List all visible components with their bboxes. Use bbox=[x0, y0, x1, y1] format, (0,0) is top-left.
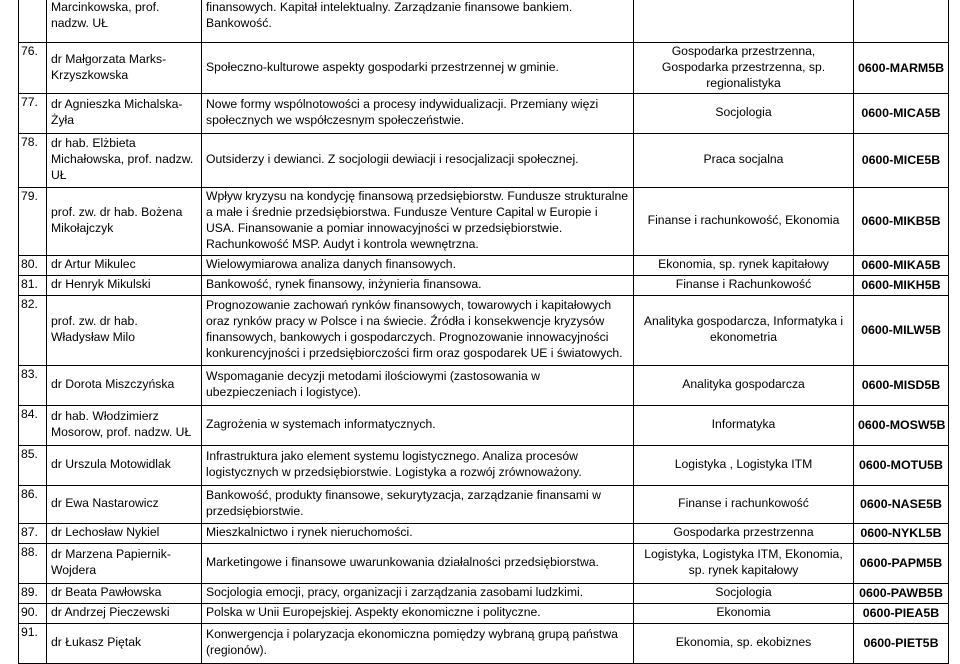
table-row bbox=[19, 93, 949, 133]
table-row bbox=[19, 523, 949, 543]
course-code: 0600-PIEA5B bbox=[854, 603, 949, 623]
thesis-topic: Bankowość, produkty finansowe, sekurytyzacja, zarządzanie finansami w przedsiębiorstwie. bbox=[202, 485, 634, 523]
study-field: Analityka gospodarcza bbox=[634, 365, 854, 405]
table-row bbox=[19, 295, 949, 365]
study-field: Informatyka bbox=[634, 405, 854, 445]
supervisor-name: dr Małgorzata Marks-Krzyszkowska bbox=[47, 43, 202, 94]
study-field: Gospodarka przestrzenna, Gospodarka przestrzenna, sp. regionalistyka bbox=[634, 43, 854, 94]
row-number: 85. bbox=[19, 445, 47, 485]
table-row bbox=[19, 43, 949, 94]
study-field: Logistyka , Logistyka ITM bbox=[634, 445, 854, 485]
supervisor-name: prof. zw. dr hab. Bożena Mikołajczyk bbox=[47, 187, 202, 255]
table-row bbox=[19, 583, 949, 603]
row-number: 81. bbox=[19, 275, 47, 295]
thesis-topic: finansowych. Kapitał intelektualny. Zarządzanie finansowe bankiem. Bankowość. bbox=[202, 0, 634, 43]
thesis-topic: Prognozowanie zachowań rynków finansowych, towarowych i kapitałowych oraz rynków pracy w Polsce i na świecie. Źródła i konsekwencje kryzysów finansowych, bankowych i gospodarczych. Prognozowanie innowacyjności konkurencyjności i przedsiębiorczości firm oraz gospodarek UE i światowych. bbox=[202, 295, 634, 365]
course-code: 0600-MICE5B bbox=[854, 133, 949, 187]
row-number: 88. bbox=[19, 543, 47, 583]
thesis-topic: Socjologia emocji, pracy, organizacji i zarządzania zasobami ludzkimi. bbox=[202, 583, 634, 603]
table-row bbox=[19, 0, 949, 43]
row-number: 76. bbox=[19, 43, 47, 94]
study-field: Socjologia bbox=[634, 93, 854, 133]
row-number: 82. bbox=[19, 295, 47, 365]
course-code: 0600-MARM5B bbox=[854, 43, 949, 94]
supervisor-name: Marcinkowska, prof. nadzw. UŁ bbox=[47, 0, 202, 43]
thesis-topic: Wielowymiarowa analiza danych finansowych. bbox=[202, 255, 634, 275]
thesis-topic: Społeczno-kulturowe aspekty gospodarki przestrzennej w gminie. bbox=[202, 43, 634, 94]
row-number: 87. bbox=[19, 523, 47, 543]
supervisor-name: dr Agnieszka Michalska-Żyła bbox=[47, 93, 202, 133]
course-code: 0600-MOSW5B bbox=[854, 405, 949, 445]
course-code: 0600-MICA5B bbox=[854, 93, 949, 133]
course-code: 0600-NASE5B bbox=[854, 485, 949, 523]
supervisor-name: dr Łukasz Piętak bbox=[47, 623, 202, 663]
study-field: Ekonomia bbox=[634, 603, 854, 623]
supervisor-name: prof. zw. dr hab. Władysław Milo bbox=[47, 295, 202, 365]
row-number: 83. bbox=[19, 365, 47, 405]
thesis-topic: Marketingowe i finansowe uwarunkowania działalności przedsiębiorstwa. bbox=[202, 543, 634, 583]
thesis-topic: Wspomaganie decyzji metodami ilościowymi (zastosowania w ubezpieczeniach i logistyce). bbox=[202, 365, 634, 405]
row-number: 86. bbox=[19, 485, 47, 523]
course-code: 0600-PAWB5B bbox=[854, 583, 949, 603]
row-number: 78. bbox=[19, 133, 47, 187]
row-number: 89. bbox=[19, 583, 47, 603]
table-row bbox=[19, 485, 949, 523]
study-field: Praca socjalna bbox=[634, 133, 854, 187]
table-row bbox=[19, 133, 949, 187]
thesis-topic: Outsiderzy i dewianci. Z socjologii dewiacji i resocjalizacji społecznej. bbox=[202, 133, 634, 187]
course-code: 0600-NYKL5B bbox=[854, 523, 949, 543]
table-row bbox=[19, 603, 949, 623]
course-code: 0600-MOTU5B bbox=[854, 445, 949, 485]
row-number: 90. bbox=[19, 603, 47, 623]
supervisor-name: dr Marzena Papiernik-Wojdera bbox=[47, 543, 202, 583]
table-row bbox=[19, 187, 949, 255]
thesis-topic: Zagrożenia w systemach informatycznych. bbox=[202, 405, 634, 445]
study-field: Finanse i rachunkowość bbox=[634, 485, 854, 523]
course-code: 0600-MIKB5B bbox=[854, 187, 949, 255]
course-code: 0600-MISD5B bbox=[854, 365, 949, 405]
table-row bbox=[19, 275, 949, 295]
course-code bbox=[854, 0, 949, 43]
supervisor-name: dr Lechosław Nykiel bbox=[47, 523, 202, 543]
supervisor-name: dr Beata Pawłowska bbox=[47, 583, 202, 603]
supervisor-name: dr hab. Elżbieta Michałowska, prof. nadzw. UŁ bbox=[47, 133, 202, 187]
course-code: 0600-MIKA5B bbox=[854, 255, 949, 275]
study-field: Analityka gospodarcza, Informatyka i ekonometria bbox=[634, 295, 854, 365]
study-field: Socjologia bbox=[634, 583, 854, 603]
study-field: Logistyka, Logistyka ITM, Ekonomia, sp. rynek kapitałowy bbox=[634, 543, 854, 583]
supervisor-table bbox=[18, 0, 949, 664]
course-code: 0600-MIKH5B bbox=[854, 275, 949, 295]
row-number: 84. bbox=[19, 405, 47, 445]
table-row bbox=[19, 365, 949, 405]
table-row bbox=[19, 255, 949, 275]
row-number: 79. bbox=[19, 187, 47, 255]
thesis-topic: Konwergencja i polaryzacja ekonomiczna pomiędzy wybraną grupą państwa (regionów). bbox=[202, 623, 634, 663]
thesis-topic: Polska w Unii Europejskiej. Aspekty ekonomiczne i polityczne. bbox=[202, 603, 634, 623]
row-number: 77. bbox=[19, 93, 47, 133]
supervisor-name: dr Artur Mikulec bbox=[47, 255, 202, 275]
row-number: 91. bbox=[19, 623, 47, 663]
thesis-topic: Wpływ kryzysu na kondycję finansową przedsiębiorstw. Fundusze strukturalne a małe i średnie przedsiębiorstwa. Fundusze Venture Capital w Europie i USA. Finansowanie a pomiar innowacyjności w przedsiębiorstwie. Rachunkowość MSP. Audyt i kontrola wewnętrzna. bbox=[202, 187, 634, 255]
table-row bbox=[19, 623, 949, 663]
thesis-topic: Nowe formy wspólnotowości a procesy indywidualizacji. Przemiany więzi społecznych we współczesnym społeczeństwie. bbox=[202, 93, 634, 133]
study-field bbox=[634, 0, 854, 43]
supervisor-name: dr Urszula Motowidlak bbox=[47, 445, 202, 485]
course-code: 0600-PAPM5B bbox=[854, 543, 949, 583]
study-field: Gospodarka przestrzenna bbox=[634, 523, 854, 543]
supervisor-name: dr Ewa Nastarowicz bbox=[47, 485, 202, 523]
study-field: Finanse i Rachunkowość bbox=[634, 275, 854, 295]
study-field: Ekonomia, sp. ekobiznes bbox=[634, 623, 854, 663]
course-code: 0600-MILW5B bbox=[854, 295, 949, 365]
supervisor-name: dr Andrzej Pieczewski bbox=[47, 603, 202, 623]
thesis-topic: Mieszkalnictwo i rynek nieruchomości. bbox=[202, 523, 634, 543]
thesis-topic: Infrastruktura jako element systemu logistycznego. Analiza procesów logistycznych w przedsiębiorstwie. Logistyka a rozwój zrównoważony. bbox=[202, 445, 634, 485]
study-field: Finanse i rachunkowość, Ekonomia bbox=[634, 187, 854, 255]
supervisor-name: dr Dorota Miszczyńska bbox=[47, 365, 202, 405]
thesis-topic: Bankowość, rynek finansowy, inżynieria finansowa. bbox=[202, 275, 634, 295]
supervisor-name: dr Henryk Mikulski bbox=[47, 275, 202, 295]
table-row bbox=[19, 405, 949, 445]
table-row bbox=[19, 543, 949, 583]
supervisor-name: dr hab. Włodzimierz Mosorow, prof. nadzw. UŁ bbox=[47, 405, 202, 445]
study-field: Ekonomia, sp. rynek kapitałowy bbox=[634, 255, 854, 275]
row-number: 80. bbox=[19, 255, 47, 275]
table-row bbox=[19, 445, 949, 485]
row-number bbox=[19, 0, 47, 43]
course-code: 0600-PIET5B bbox=[854, 623, 949, 663]
